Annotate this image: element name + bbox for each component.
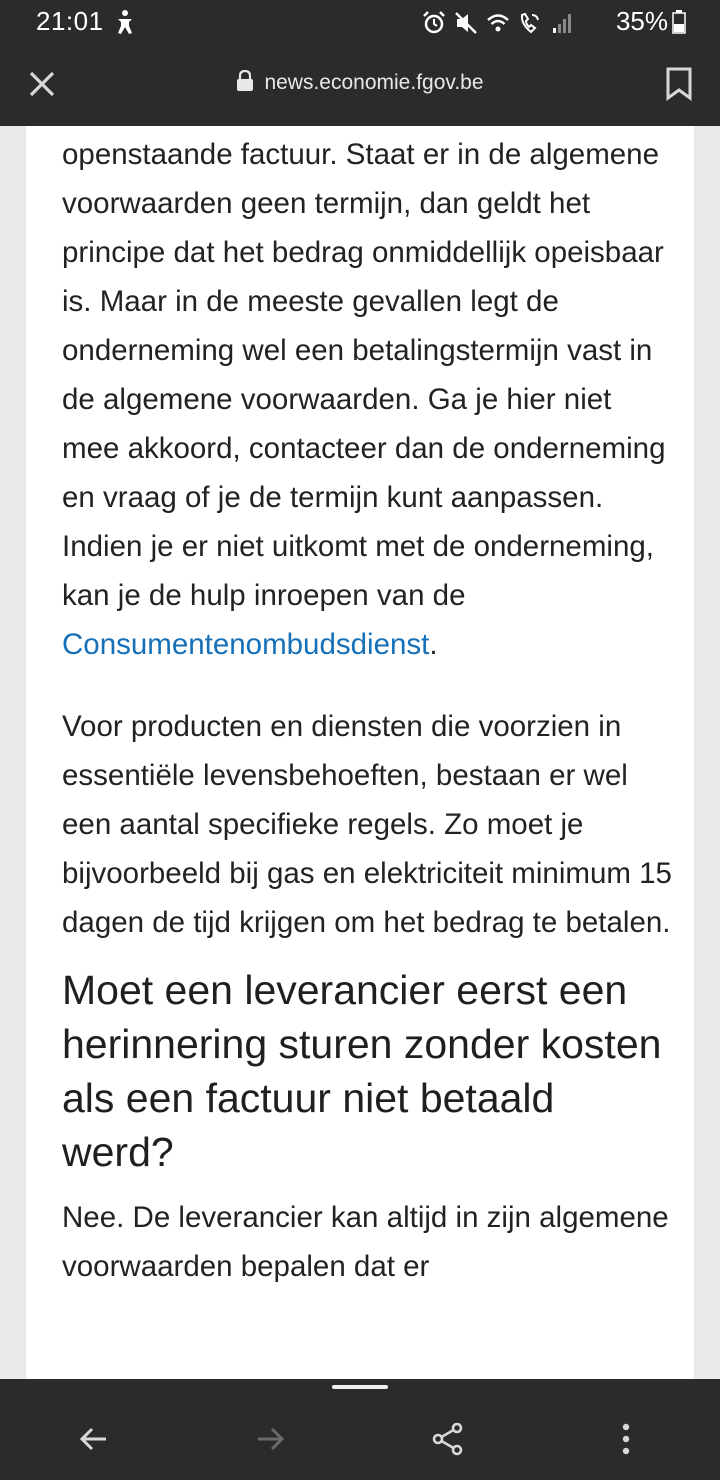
page-content: [26, 126, 694, 1379]
battery-percent: 35%: [615, 6, 668, 36]
consumer-ombudsman-link[interactable]: Consumentenombudsdienst: [62, 628, 430, 661]
battery-icon: [672, 10, 686, 34]
back-arrow-icon[interactable]: [76, 1421, 112, 1457]
wifi-calling-icon: [518, 10, 542, 36]
article: [62, 130, 672, 1291]
mute-icon: [454, 10, 478, 36]
wifi-icon: [486, 10, 510, 36]
forward-arrow-icon[interactable]: [252, 1421, 288, 1457]
accessibility-icon: [112, 8, 138, 36]
more-options-icon[interactable]: [608, 1421, 644, 1457]
url-bar[interactable]: [0, 70, 720, 95]
signal-icon: [550, 10, 574, 36]
bookmark-icon[interactable]: [664, 66, 694, 102]
url-text: news.economie.fgov.be: [264, 71, 484, 94]
paragraph-essential-needs: Voor producten en diensten die voorzien in essentiële levensbehoeften, bestaan er wel een aantal specifieke regels. Zo moet je bijvoorbeeld bij gas en elektriciteit minimum 15 dagen de tijd krijgen om het bedrag te betalen.: [62, 710, 672, 939]
browser-toolbar: [0, 46, 720, 126]
status-icons: [422, 9, 574, 37]
paragraph-answer: Nee. De leverancier kan altijd in zijn algemene voorwaarden bepalen dat er: [62, 1201, 669, 1283]
share-icon[interactable]: [430, 1421, 466, 1457]
alarm-icon: [422, 10, 446, 36]
paragraph-end: .: [429, 628, 438, 661]
paragraph-text: openstaande factuur. Staat er in de algemene voorwaarden geen termijn, dan geldt het principe dat het bedrag onmiddellijk opeisbaar is. Maar in de meeste gevallen legt de onderneming wel een betalingstermijn vast in de algemene voorwaarden. Ga je hier niet mee akkoord, contacteer dan de onderneming en vraag of je de termijn kunt aanpassen. Indien je er niet uitkomt met de onderneming, kan je de hulp inroepen van de: [62, 138, 666, 612]
paragraph-payment-term: [62, 130, 672, 669]
lock-icon: [236, 70, 254, 92]
bottom-navigation-bar: [0, 1379, 720, 1480]
drag-handle[interactable]: [332, 1385, 388, 1389]
section-heading: Moet een leverancier eerst een herinnering sturen zonder kosten als een factuur niet betaald werd?: [62, 967, 662, 1175]
status-bar: [0, 0, 720, 46]
clock: 21:01: [36, 6, 104, 36]
